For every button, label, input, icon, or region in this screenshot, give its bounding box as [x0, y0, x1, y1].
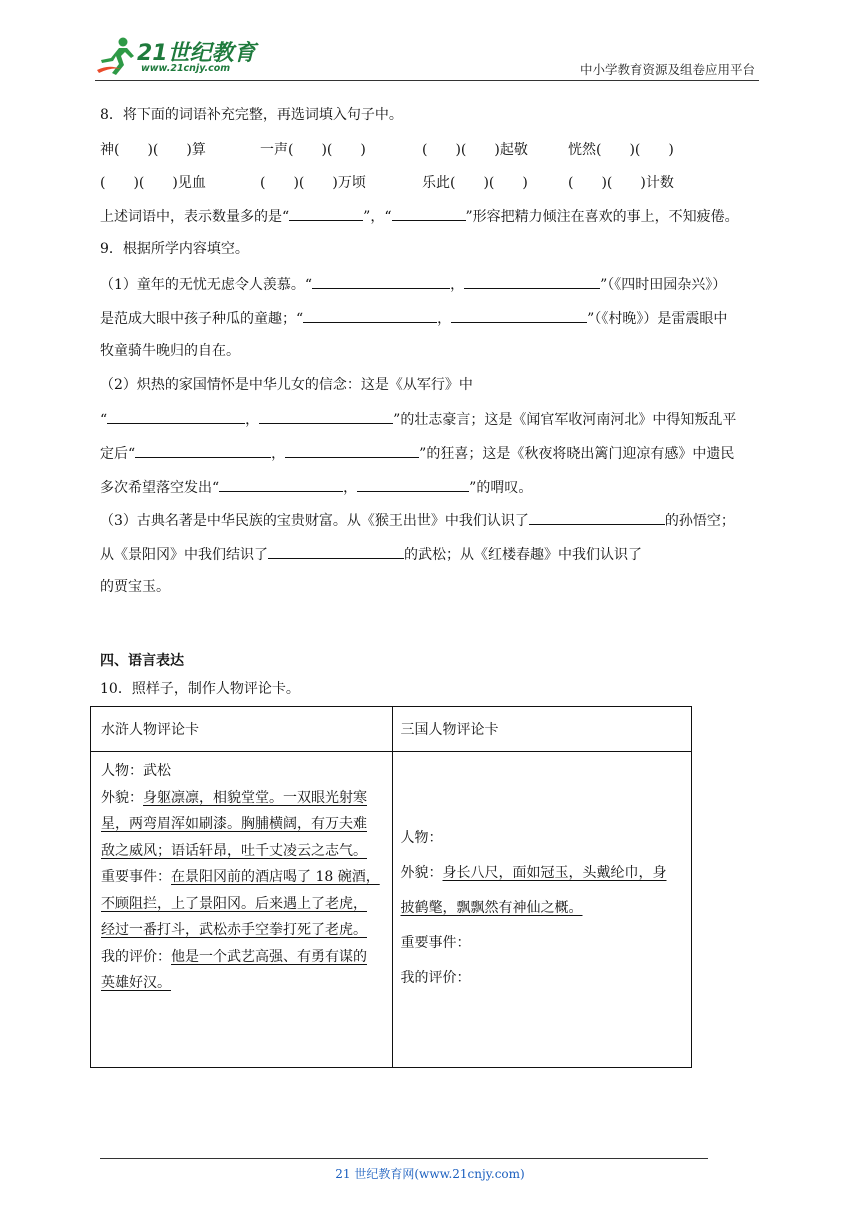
card2-content	[393, 815, 692, 1004]
q8-word-3: ( )( )起敬	[422, 142, 528, 158]
looks-text: 敌之威风；语话轩昂，吐千丈凌云之志气。	[101, 842, 367, 859]
q9-title: 9．根据所学内容填空。	[100, 241, 249, 257]
running-man-icon	[95, 36, 139, 76]
section-title: 四、语言表达	[100, 653, 184, 669]
platform-name: 中小学教育资源及组卷应用平台	[579, 62, 755, 77]
footer-divider	[100, 1158, 708, 1159]
q9-p2-line2	[100, 408, 736, 431]
q9-text: ”的狂喜；这是《秋夜将晓出篱门迎凉有感》中遗民	[419, 446, 735, 462]
person-name: 武松	[143, 763, 171, 779]
q8-row1	[100, 139, 674, 161]
q9-p2-line4	[100, 476, 532, 499]
q9-text: 的孙悟空；	[664, 513, 735, 529]
q9-text: ”（《村晚》）是雷震眼中	[587, 311, 728, 327]
card2-header-cell	[392, 707, 692, 752]
answer-blank[interactable]	[107, 408, 245, 424]
q8-word-7: 乐此( )( )	[422, 175, 528, 191]
q8-row2	[100, 172, 674, 194]
character-review-table	[90, 706, 692, 1068]
event-text: 在景阳冈前的酒店喝了 18 碗酒，	[171, 869, 380, 885]
q9-text: ”（《四时田园杂兴》）	[600, 277, 727, 293]
field-label: 我的评价：	[101, 948, 171, 965]
card1-header-cell	[91, 707, 393, 752]
event-text: 经过一番打斗，武松赤手空拳打死了老虎。	[101, 922, 367, 938]
q9-p1-line1	[100, 273, 726, 296]
card2-body	[392, 752, 692, 1068]
q10-title: 10．照样子，制作人物评论卡。	[100, 681, 300, 697]
looks-text: 身长八尺，面如冠玉，头戴纶巾，身	[442, 865, 667, 881]
logo-url: www.21cnjy.com	[141, 63, 231, 74]
q9-text: ，	[343, 480, 358, 496]
answer-blank[interactable]	[529, 509, 665, 525]
card1-body	[91, 752, 393, 1068]
q9-text: “	[100, 412, 108, 428]
field-label: 外貌：	[400, 865, 443, 881]
q8-sentence-part: ”形容把精力倾注在喜欢的事上，不知疲倦。	[465, 209, 739, 225]
card1-review	[101, 944, 384, 971]
site-logo	[95, 34, 265, 78]
q8-word-4: 恍然( )( )	[568, 142, 674, 158]
q9-text: ，	[437, 311, 452, 327]
q9-text: ”的壮志豪言；这是《闻官军收河南河北》中得知叛乱平	[393, 412, 737, 428]
q9-p1-line2	[100, 307, 727, 330]
q9-p2-line1: （2）炽热的家国情怀是中华儿女的信念：这是《从军行》中	[100, 377, 473, 393]
answer-blank[interactable]	[219, 476, 343, 492]
answer-blank[interactable]	[289, 205, 363, 221]
page-header	[95, 34, 759, 81]
q9-text: 多次希望落空发出“	[100, 480, 220, 496]
q9-text: 从《景阳冈》中我们结识了	[100, 547, 268, 563]
card2-header: 三国人物评论卡	[400, 722, 499, 738]
answer-blank[interactable]	[303, 307, 437, 323]
q8-word-1: 神( )( )算	[100, 142, 206, 158]
q9-text: ，	[245, 412, 260, 428]
q8-title: 8．将下面的词语补充完整，再选词填入句子中。	[100, 107, 403, 123]
q8-word-2: 一声( )( )	[260, 142, 366, 158]
q9-p3-line1	[100, 509, 735, 532]
answer-blank[interactable]	[451, 307, 587, 323]
q9-text: 定后“	[100, 446, 136, 462]
answer-blank[interactable]	[259, 408, 393, 424]
review-text: 他是一个武艺高强、有勇有谋的	[171, 948, 367, 965]
q8-sentence-part: 上述词语中，表示数量多的是“	[100, 209, 290, 225]
answer-blank[interactable]	[135, 442, 271, 458]
answer-blank[interactable]	[268, 543, 404, 559]
answer-blank[interactable]	[285, 442, 419, 458]
field-label: 外貌：	[101, 789, 143, 806]
answer-blank[interactable]	[357, 476, 469, 492]
q9-p2-line3	[100, 442, 734, 465]
field-label: 人物：	[101, 763, 143, 779]
looks-text: 披鹤氅，飘飘然有神仙之概。	[400, 900, 583, 916]
card2-event[interactable]: 重要事件：	[400, 935, 471, 951]
q9-text: （3）古典名著是中华民族的宝贵财富。从《猴王出世》中我们认识了	[100, 513, 529, 529]
answer-blank[interactable]	[312, 273, 450, 289]
q9-text: ，	[450, 277, 465, 293]
answer-blank[interactable]	[464, 273, 600, 289]
q9-text: 是范成大眼中孩子种瓜的童趣；“	[100, 311, 304, 327]
field-label: 重要事件：	[101, 869, 171, 885]
q9-p3-line2	[100, 543, 642, 566]
card2-review[interactable]: 我的评价：	[400, 970, 471, 986]
q8-sentence-part: ”，“	[363, 209, 392, 225]
q9-text: ，	[271, 446, 286, 462]
looks-text: 星，两弯眉浑如刷漆。胸脯横阔，有万夫难	[101, 816, 367, 832]
card2-person[interactable]: 人物：	[400, 830, 443, 846]
card1-looks	[101, 785, 384, 812]
q9-text: 的武松；从《红楼春趣》中我们认识了	[404, 547, 642, 563]
review-text: 英雄好汉。	[101, 975, 171, 991]
q8-word-6: ( )( )万顷	[260, 175, 366, 191]
card1-header: 水浒人物评论卡	[101, 722, 199, 738]
footer-link[interactable]: 21 世纪教育网(www.21cnjy.com)	[335, 1167, 525, 1181]
q9-p1-line3: 牧童骑牛晚归的自在。	[100, 343, 240, 359]
card1-event	[101, 864, 384, 891]
q9-p3-line3: 的贾宝玉。	[100, 579, 170, 595]
answer-blank[interactable]	[392, 205, 466, 221]
event-text: 不顾阻拦，上了景阳冈。后来遇上了老虎，	[101, 895, 367, 912]
q9-text: （1）童年的无忧无虑令人羡慕。“	[100, 277, 313, 293]
q8-word-5: ( )( )见血	[100, 175, 206, 191]
card1-person	[101, 758, 384, 785]
q8-word-8: ( )( )计数	[568, 175, 674, 191]
q9-text: ”的喟叹。	[469, 480, 533, 496]
card2-looks	[401, 856, 684, 891]
looks-text: 身躯凛凛，相貌堂堂。一双眼光射寒	[143, 789, 367, 806]
logo-text: 21世纪教育	[137, 41, 256, 66]
card1-content	[91, 752, 392, 1005]
q8-sentence	[100, 205, 739, 228]
